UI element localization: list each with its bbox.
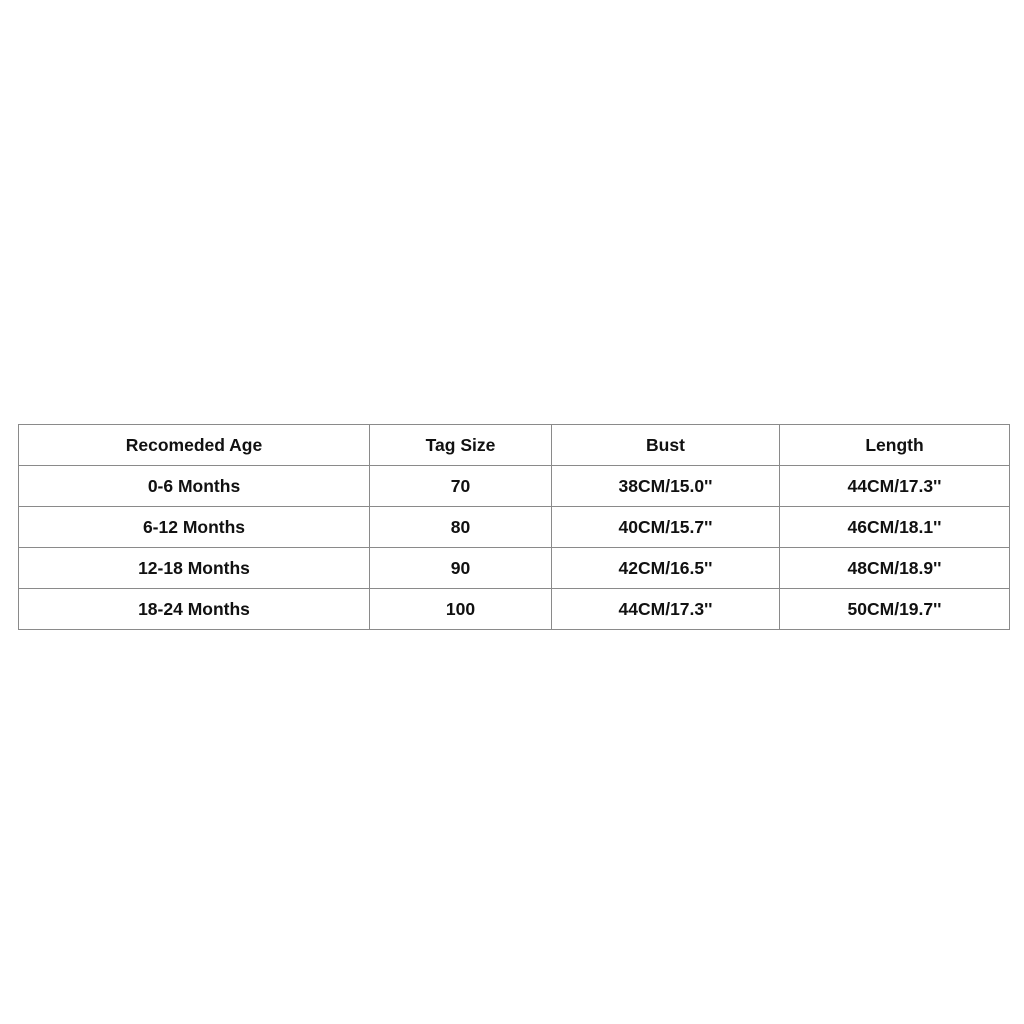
header-length: Length [780, 425, 1010, 466]
header-tag-size: Tag Size [370, 425, 552, 466]
table-row [19, 589, 1010, 630]
header-bust: Bust [552, 425, 780, 466]
cell-length: 44CM/17.3'' [780, 466, 1010, 507]
header-recommended-age: Recomeded Age [19, 425, 370, 466]
cell-age: 12-18 Months [19, 548, 370, 589]
cell-length: 50CM/19.7'' [780, 589, 1010, 630]
cell-bust: 40CM/15.7'' [552, 507, 780, 548]
size-chart-header [19, 425, 1010, 466]
cell-age: 0-6 Months [19, 466, 370, 507]
cell-length: 48CM/18.9'' [780, 548, 1010, 589]
cell-tag-size: 80 [370, 507, 552, 548]
cell-tag-size: 70 [370, 466, 552, 507]
cell-length: 46CM/18.1'' [780, 507, 1010, 548]
header-row [19, 425, 1010, 466]
cell-tag-size: 100 [370, 589, 552, 630]
size-chart-table [18, 424, 1010, 630]
cell-age: 6-12 Months [19, 507, 370, 548]
cell-bust: 42CM/16.5'' [552, 548, 780, 589]
table-row [19, 548, 1010, 589]
size-chart-body [19, 466, 1010, 630]
cell-age: 18-24 Months [19, 589, 370, 630]
table-row [19, 466, 1010, 507]
cell-tag-size: 90 [370, 548, 552, 589]
table-row [19, 507, 1010, 548]
cell-bust: 44CM/17.3'' [552, 589, 780, 630]
cell-bust: 38CM/15.0'' [552, 466, 780, 507]
